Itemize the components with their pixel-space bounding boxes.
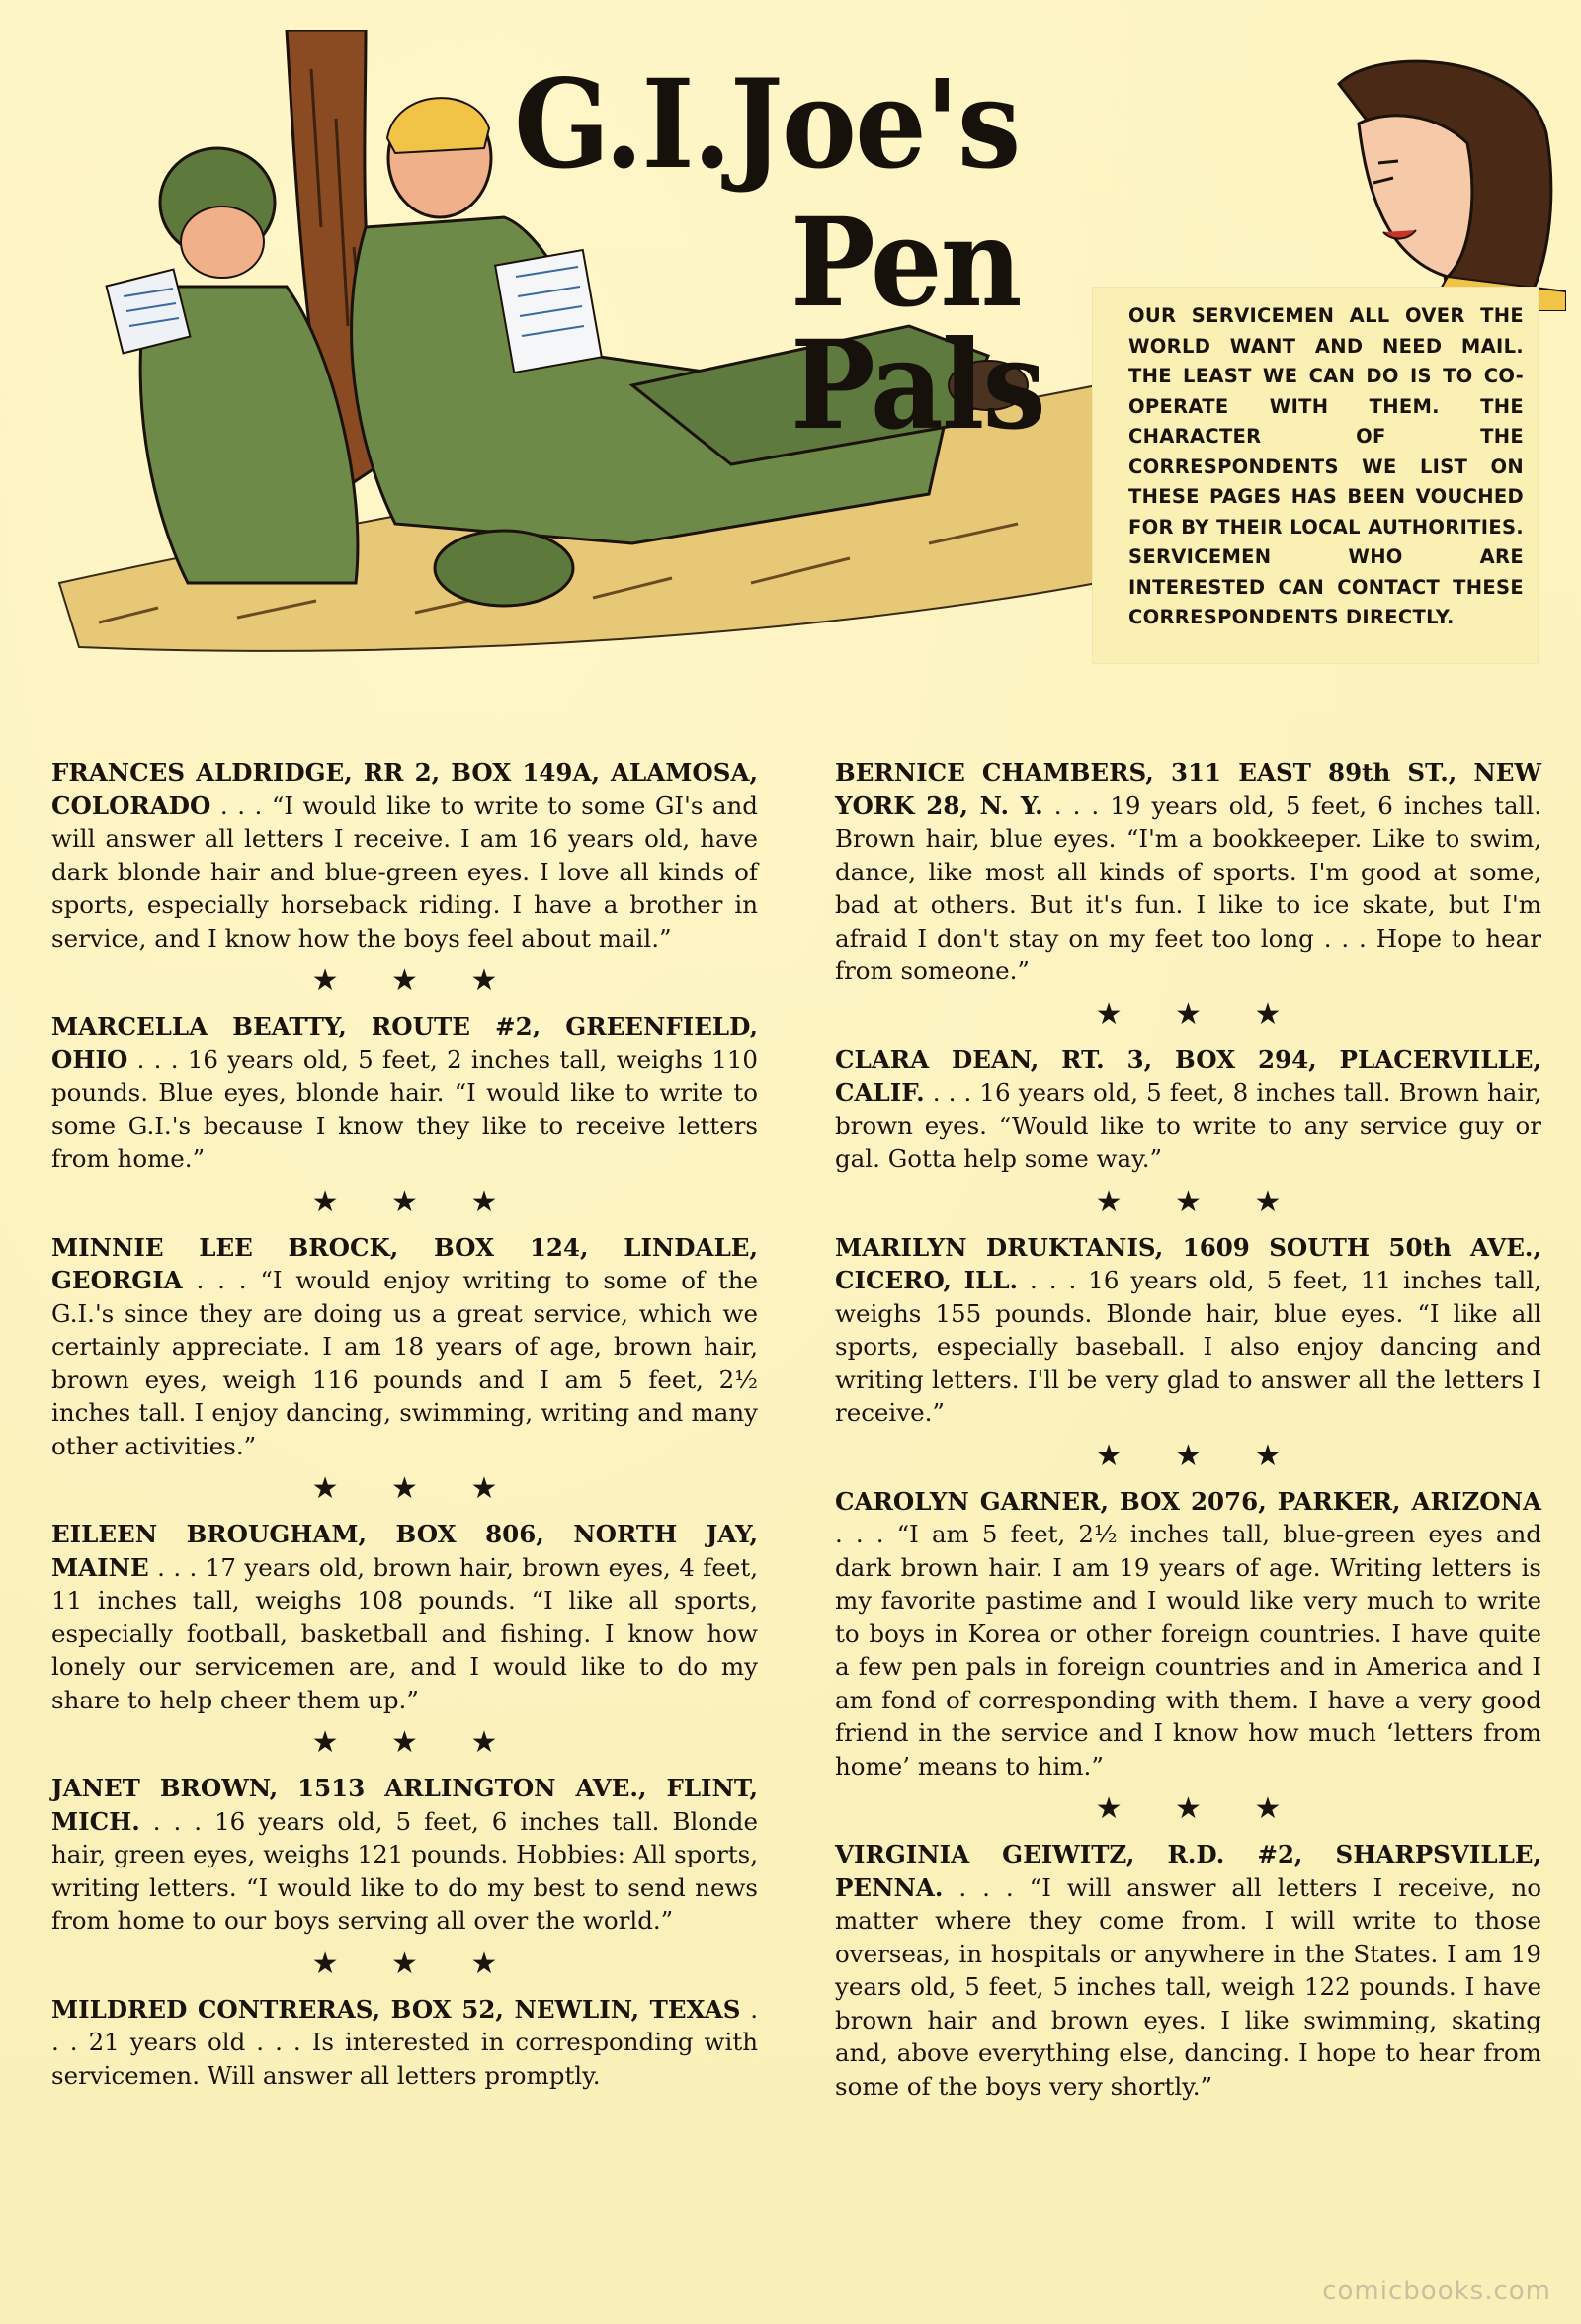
star-separator: ★ ★ ★	[1095, 996, 1303, 1032]
entry-text: . . . “I am 5 feet, 2½ inches tall, blue-green eyes and dark brown hair. I am 19 years of age. Writing letters is my favorite pastime and I would like very much to write to boys in Korea or other foreign countries. I have quite a few pen pals in foreign countries and in America and I am fond of corresponding with them. I have a very good friend in the service and I know how much ‘letters from home’ means to him.”	[835, 1520, 1541, 1781]
star-separator: ★ ★ ★	[1095, 1791, 1303, 1826]
pen-pal-entry	[835, 1838, 1541, 2103]
pen-pal-entry	[835, 1231, 1541, 1430]
entry-name: EILEEN BROUGHAM, BOX 806, NORTH JAY, MAINE	[51, 1520, 758, 1582]
star-separator: ★ ★ ★	[1095, 1438, 1303, 1473]
pen-pal-entry	[51, 1010, 758, 1176]
intro-box	[1092, 287, 1539, 664]
entry-name: JANET BROWN, 1513 ARLINGTON AVE., FLINT, MICH.	[51, 1774, 758, 1836]
star-separator: ★ ★ ★	[311, 1184, 520, 1219]
entry-text: . . . 21 years old . . . Is interested in corresponding with servicemen. Will answer all letters promptly.	[51, 1994, 759, 2090]
left-column	[51, 756, 758, 2092]
title-line-2: Pen Pals	[790, 192, 1044, 457]
pen-pal-entry	[835, 1043, 1541, 1176]
pen-pal-entry	[51, 1772, 758, 1938]
entry-text: . . . 16 years old, 5 feet, 11 inches tall, weighs 155 pounds. Blonde hair, blue eyes. “I like all sports, especially baseball. I also enjoy dancing and writing letters. I'll be very glad to answer all the letters I receive.”	[835, 1266, 1541, 1427]
entry-text: . . . 16 years old, 5 feet, 8 inches tall. Brown hair, brown eyes. “Would like to write to any service guy or gal. Gotta help some way.”	[835, 1078, 1541, 1173]
entry-name: VIRGINIA GEIWITZ, R.D. #2, SHARPSVILLE, PENNA.	[835, 1840, 1541, 1902]
star-separator: ★ ★ ★	[311, 1471, 520, 1506]
entry-name: MARCELLA BEATTY, ROUTE #2, GREENFIELD, OHIO	[51, 1012, 758, 1074]
entry-name: MINNIE LEE BROCK, BOX 124, LINDALE, GEORGIA	[51, 1232, 758, 1294]
entry-text: . . . 19 years old, 5 feet, 6 inches tall. Brown hair, blue eyes. “I'm a bookkeeper. Like to swim, dance, like most all kinds of sports. I'm good at some, bad at others. But it's fun. I like to ice skate, but I'm afraid I don't stay on my feet too long . . . Hope to hear from someone.”	[835, 790, 1542, 985]
entry-text: . . . “I would like to write to some GI's and will answer all letters I receive. I am 16 years old, have dark blonde hair and blue-green eyes. I love all kinds of sports, especially horseback riding. I have a brother in service, and I know how the boys feel about mail.”	[51, 790, 758, 953]
title-line-1: G.I.Joe's	[514, 53, 1020, 197]
pen-pal-entry	[51, 1993, 758, 2093]
star-separator: ★ ★ ★	[311, 963, 520, 998]
entry-text: . . . “I would enjoy writing to some of the G.I.'s since they are doing us a great service, which we certainly appreciate. I am 18 years of age, brown hair, brown eyes, weigh 116 pounds and I am 5 feet, 2½ inches tall. I enjoy dancing, swimming, writing and many other activities.”	[51, 1266, 758, 1460]
entry-text: . . . “I will answer all letters I receive, no matter where they come from. I will write to those overseas, in hospitals or anywhere in the States. I am 19 years old, 5 feet, 5 inches tall, weigh 122 pounds. I have brown hair and brown eyes. I like swimming, skating and, above everything else, dancing. I hope to hear from some of the boys very shortly.”	[835, 1872, 1541, 2101]
entry-text: . . . 16 years old, 5 feet, 2 inches tall, weighs 110 pounds. Blue eyes, blonde hair. “I would like to write to some G.I.'s because I know they like to receive letters from home.”	[51, 1044, 758, 1173]
pen-pal-entry	[835, 756, 1541, 988]
star-separator: ★ ★ ★	[311, 1946, 520, 1981]
entry-text: . . . 16 years old, 5 feet, 6 inches tall. Blonde hair, green eyes, weighs 121 pounds. Hobbies: All sports, writing letters. “I would like to do my best to send news from home to our boys serving all over the world.”	[51, 1806, 758, 1935]
watermark: comicbooks.com	[1322, 2277, 1551, 2306]
right-column	[835, 756, 1541, 2103]
entry-name: MARILYN DRUKTANIS, 1609 SOUTH 50th AVE., CICERO, ILL.	[835, 1232, 1541, 1294]
pen-pal-entry	[51, 756, 758, 954]
entry-name: CLARA DEAN, RT. 3, BOX 294, PLACERVILLE, CALIF.	[835, 1044, 1541, 1107]
entry-name: MILDRED CONTRERAS, BOX 52, NEWLIN, TEXAS	[51, 1994, 741, 2024]
pen-pal-entry	[51, 1518, 758, 1716]
pen-pal-entry	[51, 1231, 758, 1463]
intro-text: OUR SERVICEMEN ALL OVER THE WORLD WANT AND NEED MAIL. THE LEAST WE CAN DO IS TO CO-OPERATE WITH THEM. THE CHARACTER OF THE CORRESPONDENTS WE LIST ON THESE PAGES HAS BEEN VOUCHED FOR BY THEIR LOCAL AUTHORITIES. SERVICEMEN WHO ARE INTERESTED CAN CONTACT THESE CORRESPONDENTS DIRECTLY.	[1128, 304, 1524, 628]
star-separator: ★ ★ ★	[1095, 1184, 1303, 1219]
pen-pal-entry	[835, 1485, 1541, 1784]
entry-text: . . . 17 years old, brown hair, brown eyes, 4 feet, 11 inches tall, weighs 108 pounds. “I like all sports, especially football, basketball and fishing. I know how lonely our servicemen are, and I would like to do my share to help cheer them up.”	[51, 1552, 758, 1714]
star-separator: ★ ★ ★	[311, 1725, 520, 1760]
entry-name: FRANCES ALDRIDGE, RR 2, BOX 149A, ALAMOSA, COLORADO	[51, 758, 758, 820]
entry-name: CAROLYN GARNER, BOX 2076, PARKER, ARIZONA	[835, 1486, 1541, 1516]
entry-name: BERNICE CHAMBERS, 311 EAST 89th ST., NEW YORK 28, N. Y.	[835, 758, 1541, 820]
woman-illustration	[1299, 54, 1566, 311]
